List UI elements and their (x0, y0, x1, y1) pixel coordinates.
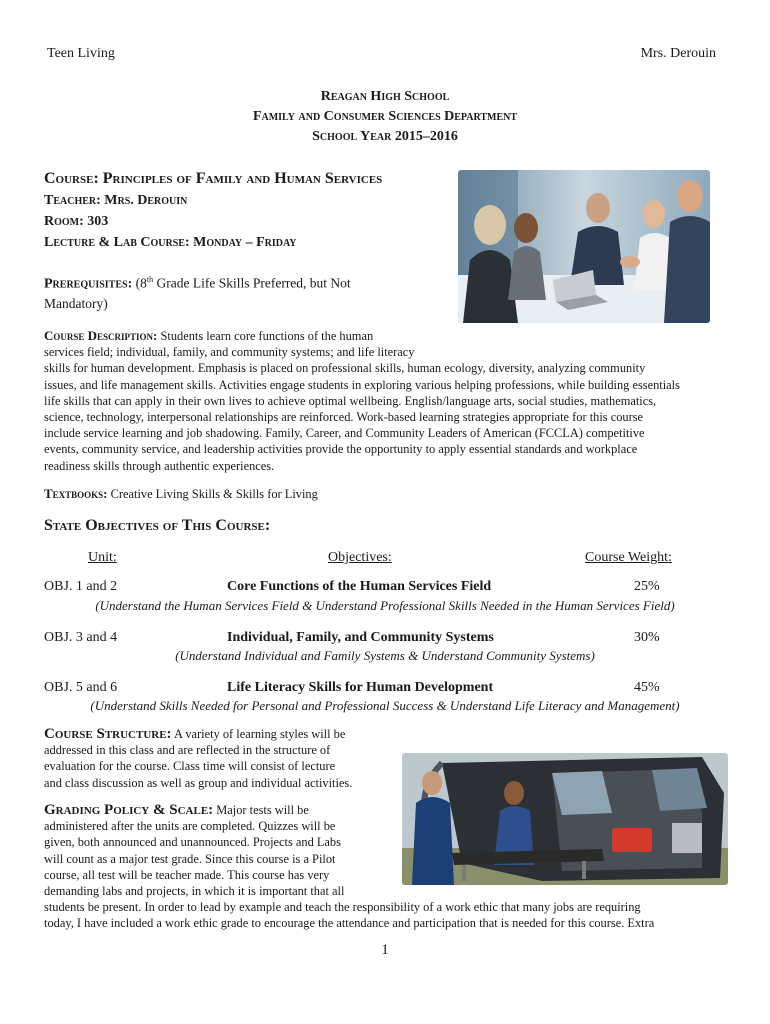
course-structure-label: Course Structure: (44, 726, 172, 742)
prerequisites-text: (8 (135, 275, 147, 291)
description-line: events, community service, and leadership activities provide the opportunity to apply essential standards and workplace (44, 442, 638, 457)
description-line: issues, and life management skills. Activities engage students in exploring various helping professions, while building essentials (44, 377, 680, 392)
objective-weight: 30% (634, 630, 660, 645)
objective-title: Life Literacy Skills for Human Development (227, 680, 494, 695)
prerequisites-label: Prerequisites: (44, 276, 133, 292)
column-unit-header: Unit: (88, 550, 117, 565)
prerequisites-sup: th (146, 275, 154, 284)
description-line: include service learning and job shadowing. Family, Career, and Community Leaders of American (FCCLA) competitive (44, 426, 645, 441)
description-line: science, technology, interpersonal relationships are reinforced. Work-based learning strategies appropriate for this course (44, 410, 644, 425)
objective-unit: OBJ. 1 and 2 (44, 579, 118, 594)
textbooks-text: Creative Living Skills & Skills for Living (107, 487, 318, 501)
structure-line: evaluation for the course. Class time will consist of lecture (44, 759, 336, 774)
objective-unit: OBJ. 3 and 4 (44, 630, 118, 645)
prerequisites-line2: Mandatory) (44, 296, 108, 311)
grading-policy-label: Grading Policy & Scale: (44, 802, 214, 818)
header-right: Mrs. Derouin (640, 46, 716, 61)
school-year: School Year 2015–2016 (312, 129, 458, 144)
objective-subtitle: (Understand the Human Services Field & Understand Professional Skills Needed in the Human Services Field) (95, 598, 675, 613)
column-weight-header: Course Weight: (585, 550, 672, 565)
objective-subtitle: (Understand Individual and Family Systems & Understand Community Systems) (175, 648, 595, 663)
objective-weight: 25% (634, 579, 660, 594)
prerequisites-text-2: Grade Life Skills Preferred, but Not (153, 275, 351, 291)
column-objectives-header: Objectives: (328, 550, 392, 565)
objective-title: Individual, Family, and Community Systems (227, 630, 494, 645)
textbooks-label: Textbooks: (44, 486, 108, 501)
description-line: readiness skills through authentic experiences. (44, 458, 275, 473)
description-line: skills for human development. Emphasis is placed on professional skills, human ecology, diversity, analyzing community (44, 361, 646, 376)
course-structure (44, 726, 384, 791)
grading-line: given, both announced and unannounced. Projects and Labs (44, 835, 341, 850)
course-description (44, 328, 734, 474)
objective-subtitle: (Understand Skills Needed for Personal and Professional Success & Understand Life Literacy and Management) (90, 698, 680, 713)
room-line: Room: 303 (44, 214, 109, 229)
teacher-line: Teacher: Mrs. Derouin (44, 193, 188, 208)
grading-line: course, all test will be teacher made. This course has very (44, 867, 330, 882)
description-line: life skills that can apply in their own lives to achieve optimal wellbeing. English/language arts, social studies, mathematics, (44, 393, 657, 408)
grading-line: today, I have included a work ethic grade to encourage the attendance and participation that is needed for this course. Extra (44, 916, 655, 931)
lecture-line: Lecture & Lab Course: Monday – Friday (44, 235, 297, 250)
school-name: Reagan High School (320, 89, 450, 104)
prerequisites (44, 275, 351, 293)
objective-unit: OBJ. 5 and 6 (44, 680, 118, 695)
structure-line: and class discussion as well as group and individual activities. (44, 775, 353, 790)
course-title: Course: Principles of Family and Human Services (44, 170, 383, 187)
grading-policy (44, 802, 734, 932)
objectives-heading: State Objectives of This Course: (44, 517, 271, 534)
grading-line: administered after the units are completed. Quizzes will be (44, 819, 336, 834)
objective-title: Core Functions of the Human Services Field (227, 579, 492, 594)
grading-line: demanding labs and projects, in which it is important that all (44, 884, 345, 899)
objective-weight: 45% (634, 680, 660, 695)
structure-line: A variety of learning styles will be (171, 727, 346, 741)
grading-line: students be present. In order to lead by example and teach the responsibility of a work ethic that many jobs are requiring (44, 900, 641, 915)
textbooks (44, 486, 318, 502)
description-line: Students learn core functions of the human (157, 329, 374, 343)
header-left: Teen Living (47, 46, 115, 61)
description-line: services field; individual, family, and community systems; and life literacy (44, 345, 415, 360)
grading-line: Major tests will be (213, 803, 309, 817)
grading-line: will count as a major test grade. Since this course is a Pilot (44, 851, 336, 866)
page-number: 1 (381, 942, 389, 958)
structure-line: addressed in this class and are reflected in the structure of (44, 743, 331, 758)
business-meeting-photo (458, 170, 710, 323)
course-description-label: Course Description: (44, 328, 158, 343)
department-name: Family and Consumer Sciences Department (252, 109, 518, 124)
